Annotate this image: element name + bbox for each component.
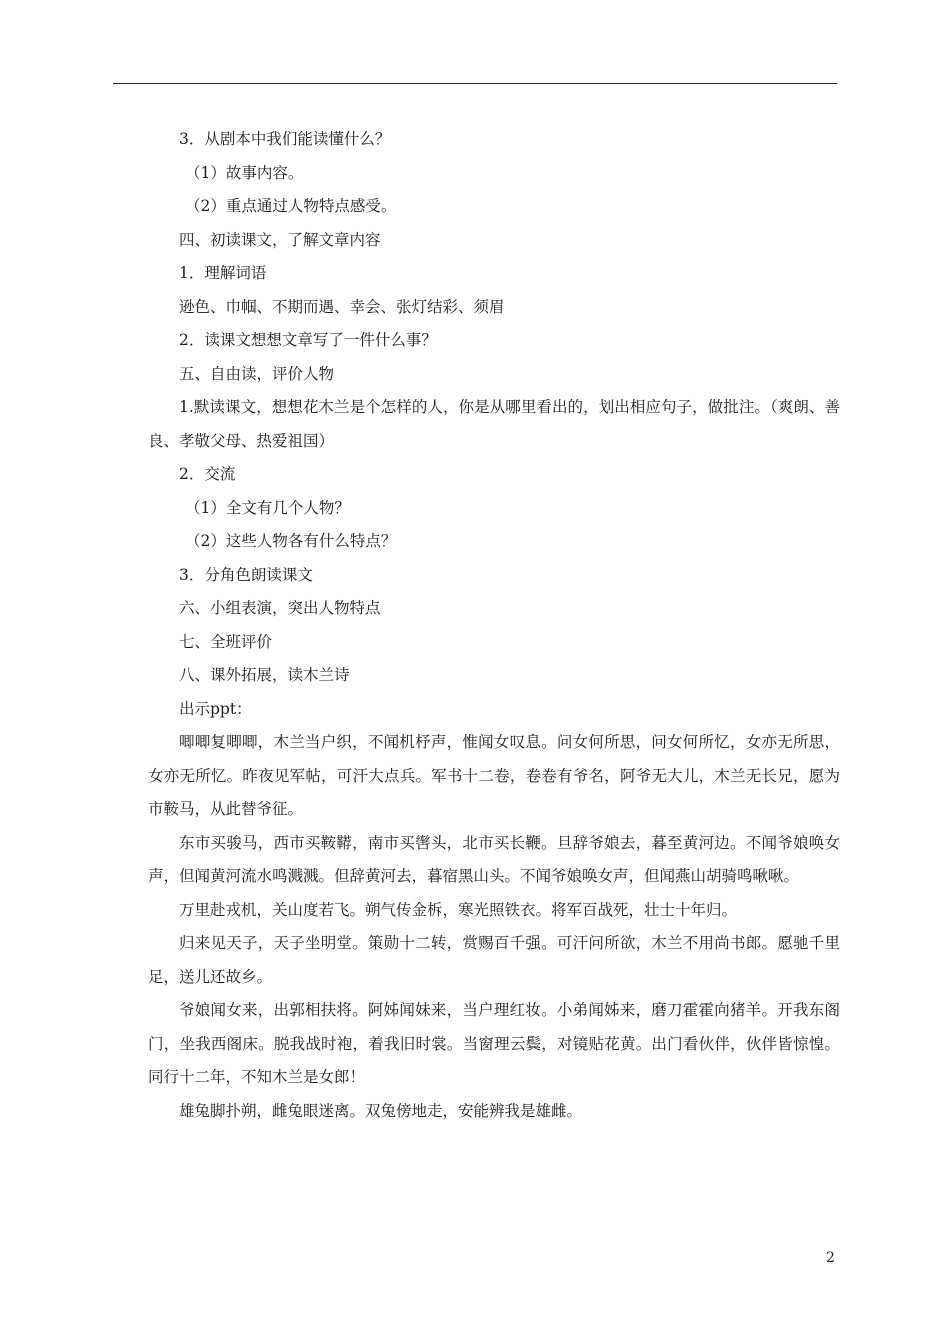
section-4-item-1: 1．理解词语	[179, 264, 267, 282]
section-5-item-2: 2．交流	[179, 465, 236, 483]
poem-stanza: 归来见天子，天子坐明堂。策勋十二转，赏赐百千强。可汗问所欲，木兰不用尚书郎。愿驰千里足，送儿还故乡。	[148, 934, 840, 986]
section-4-item-2: 2．读课文想想文章写了一件什么事？	[179, 331, 437, 349]
discussion-question-2: （2）这些人物各有什么特点？	[185, 532, 397, 550]
question-3: 3．从剧本中我们能读懂什么？	[179, 130, 391, 148]
section-4-title: 四、初读课文，了解文章内容	[179, 230, 381, 249]
answer-2: （2）重点通过人物特点感受。	[185, 197, 397, 215]
poem-stanza: 爷娘闻女来，出郭相扶将。阿姊闻妹来，当户理红妆。小弟闻姊来，磨刀霍霍向猪羊。开我东阁门，坐我西阁床。脱我战时袍，着我旧时裳。当窗理云鬓，对镜贴花黄。出门看伙伴，伙伴皆惊惶。同行十二年，不知木兰是女郎！	[148, 1001, 840, 1086]
poem-stanza: 唧唧复唧唧，木兰当户织，不闻机杼声，惟闻女叹息。问女何所思，问女何所忆，女亦无所思，女亦无所忆。昨夜见军帖，可汗大点兵。军书十二卷，卷卷有爷名，阿爷无大儿，木兰无长兄，愿为市鞍马，从此替爷征。	[148, 733, 840, 818]
section-7-title: 七、全班评价	[179, 632, 273, 651]
section-8-title: 八、课外拓展，读木兰诗	[179, 666, 350, 684]
vocabulary-list: 逊色、巾帼、不期而遇、幸会、张灯结彩、须眉	[179, 297, 505, 316]
answer-1: （1）故事内容。	[185, 163, 304, 182]
ppt-label: 出示ppt：	[179, 699, 252, 718]
section-6-title: 六、小组表演，突出人物特点	[179, 599, 381, 617]
document-body	[148, 123, 840, 1128]
section-5-item-3: 3．分角色朗读课文	[179, 565, 313, 584]
page-number: 2	[826, 1250, 835, 1266]
poem-stanza: 东市买骏马，西市买鞍鞯，南市买辔头，北市买长鞭。旦辞爷娘去，暮至黄河边。不闻爷娘唤女声，但闻黄河流水鸣溅溅。但辞黄河去，暮宿黑山头。不闻爷娘唤女声，但闻燕山胡骑鸣啾啾。	[148, 833, 840, 885]
poem-stanza: 万里赴戎机，关山度若飞。朔气传金柝，寒光照铁衣。将军百战死，壮士十年归。	[179, 900, 738, 919]
header-rule	[113, 83, 837, 84]
section-5-item-1: 1.默读课文，想想花木兰是个怎样的人，你是从哪里看出的，划出相应句子，做批注。（爽朗、善良、孝敬父母、热爱祖国）	[148, 398, 840, 450]
discussion-question-1: （1）全文有几个人物？	[185, 498, 350, 517]
poem-stanza: 雄兔脚扑朔，雌兔眼迷离。双兔傍地走，安能辨我是雄雌。	[179, 1101, 583, 1120]
section-5-title: 五、自由读，评价人物	[179, 364, 335, 383]
